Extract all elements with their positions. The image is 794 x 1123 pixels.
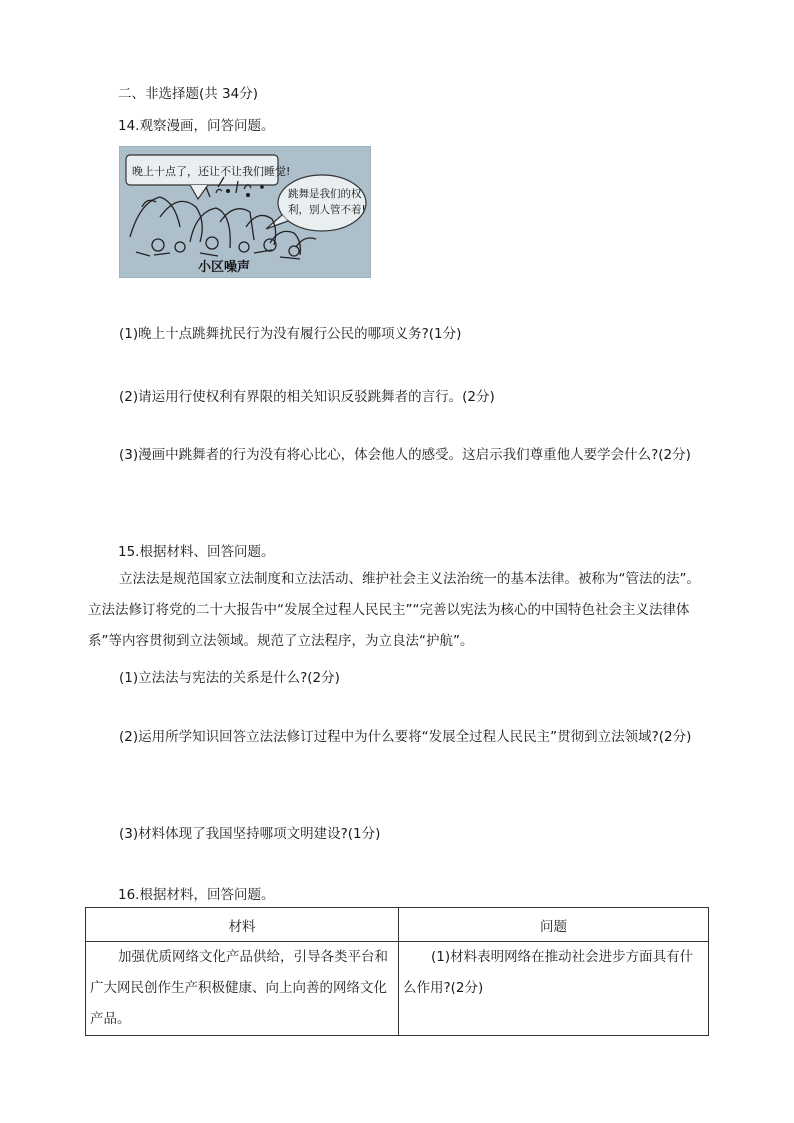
table-cell-question: (1)材料表明网络在推动社会进步方面具有什么作用?(2分) [399, 942, 709, 1036]
cartoon-drawing [120, 147, 370, 277]
cartoon-bubble-right-line2: 利，别人管不着! [288, 204, 366, 216]
cartoon-caption: 小区噪声 [198, 260, 251, 275]
question-15-title: 15.根据材料、回答问题。 [118, 544, 275, 560]
question-14-sub2: (2)请运用行使权利有界限的相关知识反驳跳舞者的言行。(2分) [119, 389, 495, 405]
question-14-sub1: (1)晚上十点跳舞扰民行为没有履行公民的哪项义务?(1分) [119, 326, 462, 342]
table-header-material: 材料 [86, 908, 399, 942]
table-header-row [86, 908, 709, 942]
cartoon-bubble-right-line1: 跳舞是我们的权 [288, 188, 362, 200]
question-15-sub2: (2)运用所学知识回答立法法修订过程中为什么要将“发展全过程人民民主”贯彻到立法领域?(2分) [119, 729, 692, 745]
table-header-question: 问题 [399, 908, 709, 942]
material-question-table [85, 907, 709, 1036]
question-14-title: 14.观察漫画，问答问题。 [118, 118, 275, 134]
question-15-sub1: (1)立法法与宪法的关系是什么?(2分) [119, 670, 340, 686]
cartoon-image [119, 146, 371, 278]
table-cell-material: 加强优质网络文化产品供给，引导各类平台和广大网民创作生产积极健康、向上向善的网络文化产品。 [86, 942, 399, 1036]
table-row [86, 942, 709, 1036]
question-15-sub3: (3)材料体现了我国坚持哪项文明建设?(1分) [119, 826, 381, 842]
question-16-title: 16.根据材料，回答问题。 [118, 887, 275, 903]
question-15-material: 立法法是规范国家立法制度和立法活动、维护社会主义法治统一的基本法律。被称为“管法的法”。立法法修订将党的二十大报告中“发展全过程人民民主”“完善以宪法为核心的中国特色社会主义法律体系”等内容贯彻到立法领域。规范了立法程序，为立良法“护航”。 [88, 571, 700, 649]
section-title: 二、非选择题(共 34分) [118, 86, 259, 102]
cartoon-bubble-left: 晚上十点了，还让不让我们睡觉! [132, 165, 291, 178]
question-14-sub3: (3)漫画中跳舞者的行为没有将心比心，体会他人的感受。这启示我们尊重他人要学会什么?(2分) [119, 447, 691, 463]
